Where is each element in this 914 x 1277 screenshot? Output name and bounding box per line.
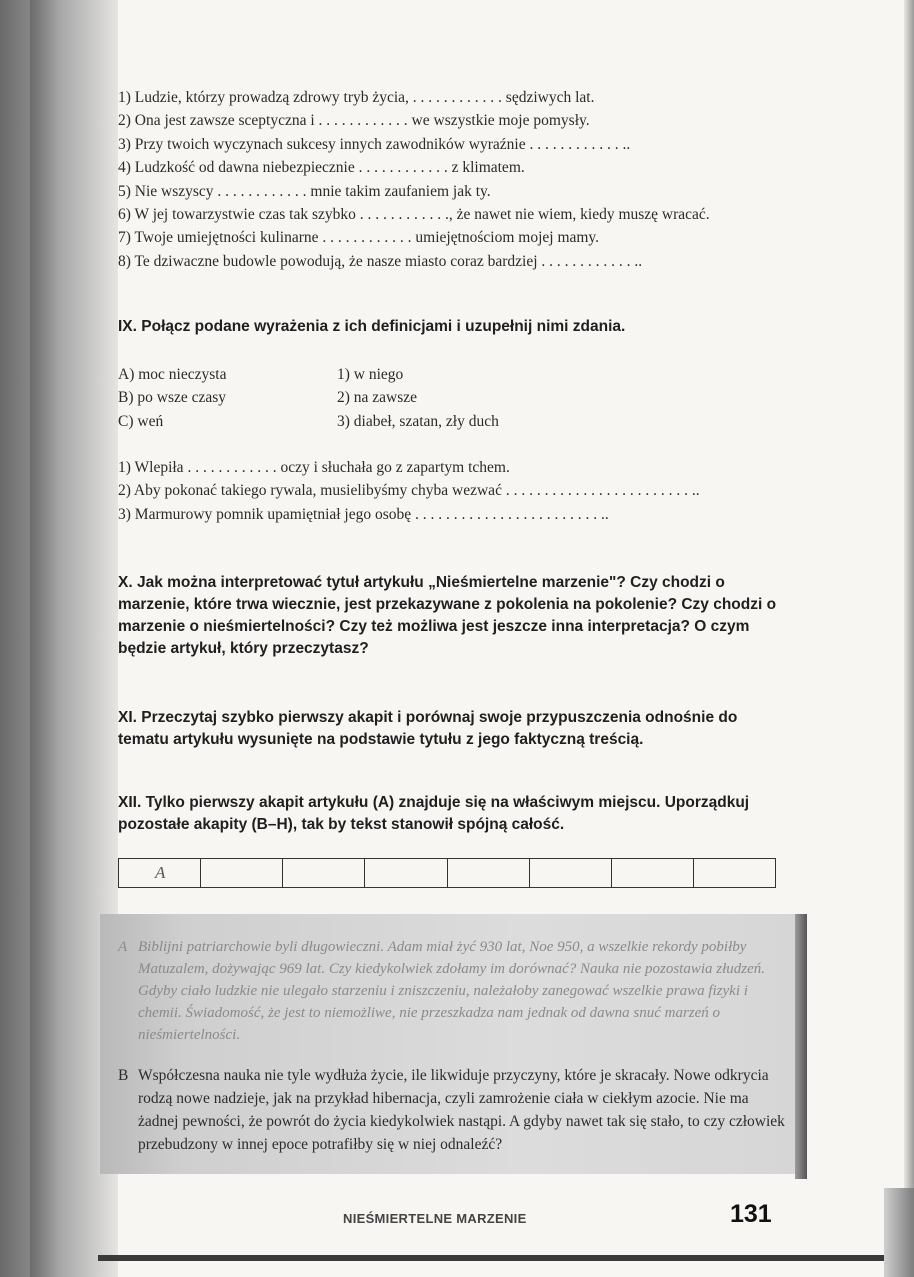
exercise-11-heading: XI. Przeczytaj szybko pierwszy akapit i porównaj swoje przypuszczenia odnośnie do tematu artykułu wysunięte na podstawie tytułu z jego faktyczną treścią. bbox=[118, 709, 738, 748]
page-corner-shadow bbox=[884, 1188, 914, 1277]
article-panel-shadow bbox=[795, 914, 807, 1179]
definition-item: 2) na zawsze bbox=[337, 389, 418, 407]
exercise-8-sentences bbox=[118, 86, 798, 273]
sentence-line: 1) Ludzie, którzy prowadzą zdrowy tryb życia, . . . . . . . . . . . . sędziwych lat. bbox=[118, 89, 595, 106]
definitions-column bbox=[337, 363, 737, 433]
expression-item: C) weń bbox=[118, 412, 164, 430]
exercise-10-heading: X. Jak można interpretować tytuł artykułu „Nieśmiertelne marzenie"? Czy chodzi o marzenie, które trwa wiecznie, jest przekazywane z pokolenia na pokolenie? Czy chodzi o marzenie o nieśmiertelności? Czy też możliwa jest jeszcze inna interpretacja? O czym będzie artykuł, który przeczytasz? bbox=[118, 574, 777, 657]
page-right-edge bbox=[904, 0, 914, 1277]
order-cell[interactable] bbox=[448, 859, 530, 887]
order-cell[interactable] bbox=[283, 859, 365, 887]
order-cell[interactable] bbox=[530, 859, 612, 887]
sentence-line: 3) Marmurowy pomnik upamiętniał jego osobę . . . . . . . . . . . . . . . . . . . . . . . . .. bbox=[118, 505, 609, 523]
order-cell[interactable] bbox=[365, 859, 447, 887]
paragraph-text: Współczesna nauka nie tyle wydłuża życie, ile likwiduje przyczyny, które je skracały. Nowe odkrycia rodzą nowe nadzieje, jak na przykład hibernacja, czyli zamrożenie ciała w ciekłym azocie. Nie ma żadnej pewności, że powrót do życia kiedykolwiek nastąpi. A gdyby nawet tak się stało, to czy człowiek przebudzony w innej epoce potrafiłby się w niej odnaleźć? bbox=[138, 1067, 785, 1153]
expression-item: B) po wsze czasy bbox=[118, 389, 227, 407]
exercise-9-heading: IX. Połącz podane wyrażenia z ich definicjami i uzupełnij nimi zdania. bbox=[118, 318, 626, 335]
sentence-line: 6) W jej towarzystwie czas tak szybko . . . . . . . . . . . ., że nawet nie wiem, kiedy muszę wracać. bbox=[118, 206, 710, 224]
sentence-line: 3) Przy twoich wyczynach sukcesy innych zawodników wyraźnie . . . . . . . . . . . . .. bbox=[118, 135, 631, 153]
expressions-column bbox=[118, 363, 338, 433]
paragraph-text: Biblijni patriarchowie byli długowieczni. Adam miał żyć 930 lat, Noe 950, a wszelkie rekordy pobiłby Matuzalem, dożywając 969 lat. Czy kiedykolwiek zdołamy im dorównać? Nauka nie pozostawia złudzeń. Gdyby ciało ludzkie nie ulegało starzeniu i zniszczeniu, należałoby zanegować wszelkie prawa fizyki i chemii. Świadomość, że jest to niemożliwe, nie przeszkadza nam jednak od dawna snuć marzeń o nieśmiertelności. bbox=[138, 939, 766, 1043]
definition-item: 1) w niego bbox=[337, 366, 404, 383]
exercise-9-sentences bbox=[118, 456, 798, 526]
spine-fold bbox=[30, 0, 58, 1277]
definition-item: 3) diabeł, szatan, zły duch bbox=[337, 412, 499, 430]
footer-rule bbox=[98, 1255, 886, 1261]
sentence-line: 8) Te dziwaczne budowle powodują, że nasze miasto coraz bardziej . . . . . . . . . . . . .. bbox=[118, 252, 643, 270]
article-paragraph-b bbox=[118, 1064, 788, 1156]
order-cell[interactable] bbox=[694, 859, 775, 887]
order-cell: A bbox=[119, 859, 201, 887]
sentence-line: 4) Ludzkość od dawna niebezpiecznie . . . . . . . . . . . . z klimatem. bbox=[118, 159, 525, 177]
paragraph-letter: B bbox=[118, 1067, 129, 1084]
sentence-line: 7) Twoje umiejętności kulinarne . . . . . . . . . . . . umiejętnościom mojej mamy. bbox=[118, 229, 600, 247]
article-paragraph-a bbox=[118, 936, 788, 1046]
order-cell[interactable] bbox=[612, 859, 694, 887]
exercise-12-heading: XII. Tylko pierwszy akapit artykułu (A) znajduje się na właściwym miejscu. Uporządkuj pozostałe akapity (B–H), tak by tekst stanowił spójną całość. bbox=[118, 794, 750, 833]
sentence-line: 1) Wlepiła . . . . . . . . . . . . oczy i słuchała go z zapartym tchem. bbox=[118, 459, 510, 476]
paragraph-order-grid bbox=[118, 858, 776, 888]
footer-title: NIEŚMIERTELNE MARZENIE bbox=[343, 1211, 527, 1226]
sentence-line: 5) Nie wszyscy . . . . . . . . . . . . mnie takim zaufaniem jak ty. bbox=[118, 182, 491, 200]
order-cell[interactable] bbox=[201, 859, 283, 887]
sentence-line: 2) Aby pokonać takiego rywala, musielibyśmy chyba wezwać . . . . . . . . . . . . . . . . . . . . . . . . .. bbox=[118, 482, 700, 500]
paragraph-letter: A bbox=[118, 939, 128, 955]
expression-item: A) moc nieczysta bbox=[118, 366, 227, 383]
sentence-line: 2) Ona jest zawsze sceptyczna i . . . . . . . . . . . . we wszystkie moje pomysły. bbox=[118, 112, 590, 130]
page-number: 131 bbox=[730, 1200, 772, 1228]
